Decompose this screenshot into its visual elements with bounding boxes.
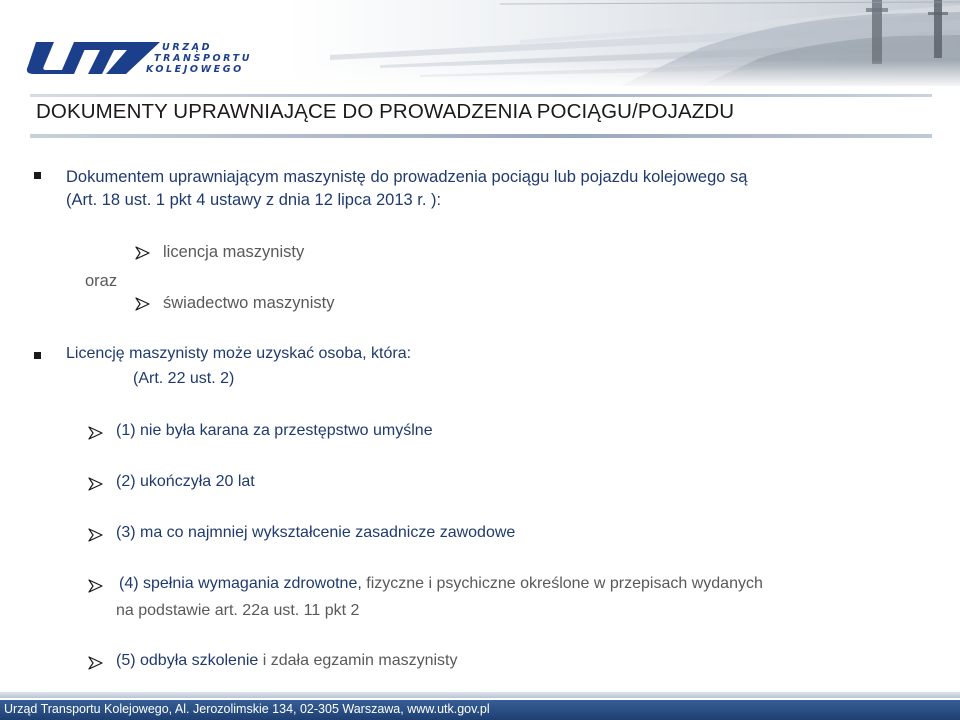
arrow-bullet-icon [88, 528, 103, 542]
licence-line-2: (Art. 22 ust. 2) [133, 370, 235, 387]
condition-5 [116, 652, 457, 670]
condition-3: (3) ma co najmniej wykształcenie zasadnicze zawodowe [116, 524, 516, 541]
condition-4 [119, 575, 763, 593]
footer-divider [0, 692, 960, 698]
licence-line-1: Licencję maszynisty może uzyskać osoba, która: [66, 345, 412, 362]
arrow-bullet-icon [88, 477, 103, 491]
logo-line-2: TRANSPORTU [154, 53, 253, 64]
square-bullet-icon [34, 172, 41, 179]
condition-4-rest: fizyczne i psychiczne określone w przepisach wydanych [361, 575, 763, 592]
arrow-bullet-icon [135, 297, 150, 311]
arrow-bullet-icon [88, 579, 103, 593]
title-rule-top [30, 94, 932, 97]
intro-line-2: (Art. 18 ust. 1 pkt 4 ustawy z dnia 12 lipca 2013 r. ): [66, 191, 442, 209]
arrow-bullet-icon [88, 426, 103, 440]
slide-footer [0, 700, 960, 720]
logo-line-3: KOLEJOWEGO [146, 64, 244, 75]
slide-header [0, 0, 960, 86]
utk-logo-icon [22, 38, 162, 78]
condition-5-rest: i zdała egzamin maszynisty [258, 652, 458, 669]
condition-5-bold: (5) odbyła szkolenie [116, 652, 259, 669]
slide-title: DOKUMENTY UPRAWNIAJĄCE DO PROWADZENIA POCIĄGU/POJAZDU [36, 100, 735, 123]
arrow-bullet-icon [135, 246, 150, 260]
document-swiadectwo: świadectwo maszynisty [163, 294, 335, 312]
document-licencja: licencja maszynisty [163, 243, 305, 261]
connector-oraz: oraz [85, 272, 118, 290]
condition-2: (2) ukończyła 20 lat [116, 473, 255, 490]
intro-line-1: Dokumentem uprawniającym maszynistę do prowadzenia pociągu lub pojazdu kolejowego są [66, 168, 748, 186]
square-bullet-icon [34, 352, 41, 359]
condition-1: (1) nie była karana za przestępstwo umyślne [116, 422, 433, 439]
logo-line-1: URZĄD [162, 42, 213, 53]
title-rule-bottom [30, 134, 932, 138]
condition-4-bold: (4) spełnia wymagania zdrowotne, [119, 575, 362, 592]
condition-4-line-2: na podstawie art. 22a ust. 11 pkt 2 [116, 602, 360, 619]
utk-logo-wordmark [146, 42, 292, 75]
arrow-bullet-icon [88, 656, 103, 670]
footer-address: Urząd Transportu Kolejowego, Al. Jerozolimskie 134, 02-305 Warszawa, www.utk.gov.pl [4, 702, 490, 716]
